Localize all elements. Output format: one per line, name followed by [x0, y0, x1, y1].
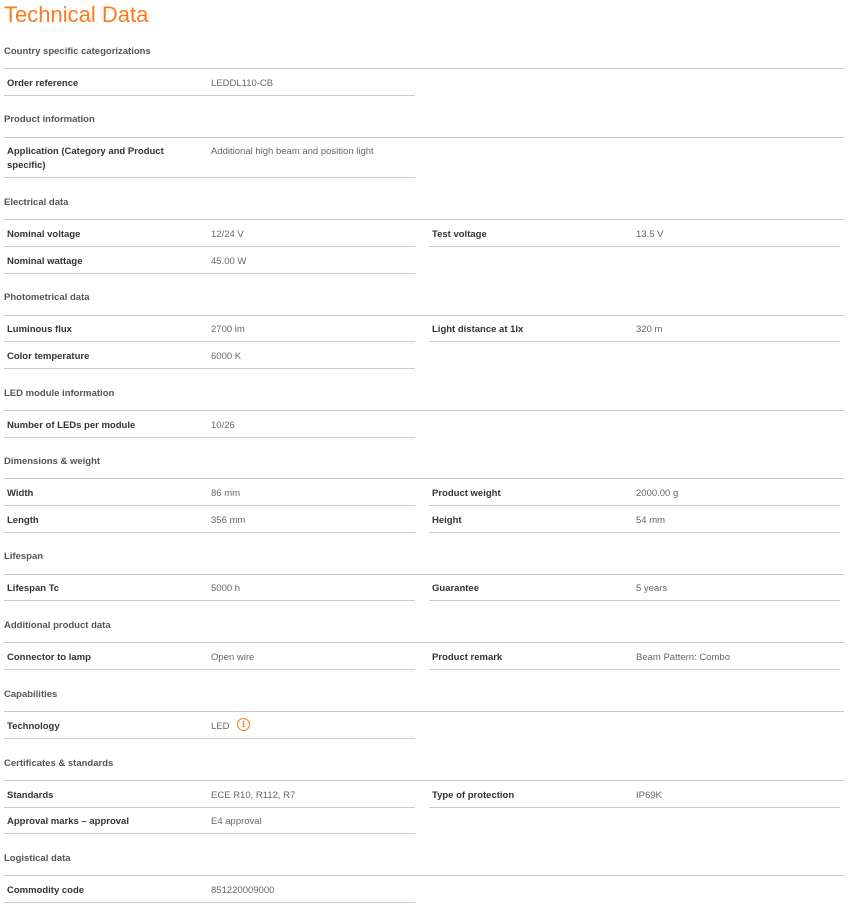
row-divider	[429, 807, 840, 808]
section-title-dimensions-weight: Dimensions & weight	[4, 456, 101, 467]
row-divider	[4, 437, 415, 438]
section-divider	[4, 711, 844, 712]
color-temperature-label: Color temperature	[7, 351, 90, 362]
row-divider	[4, 246, 415, 247]
product-weight-value: 2000.00 g	[636, 488, 679, 499]
commodity-code-label: Commodity code	[7, 885, 85, 896]
approval-marks-label: Approval marks – approval	[7, 816, 129, 827]
row-divider	[4, 341, 415, 342]
lifespan-tc-label: Lifespan Tc	[7, 583, 60, 594]
section-title-lifespan: Lifespan	[4, 551, 44, 562]
section-title-country: Country specific categorizations	[4, 46, 151, 57]
product-weight-label: Product weight	[432, 488, 501, 499]
nominal-wattage-value: 45.00 W	[211, 256, 247, 267]
leds-per-module-label: Number of LEDs per module	[7, 420, 136, 431]
section-title-additional-product-data: Additional product data	[4, 620, 111, 631]
commodity-code-value: 851220009000	[211, 885, 275, 896]
info-icon[interactable]: i	[237, 718, 250, 731]
section-divider	[4, 68, 844, 69]
product-remark-label: Product remark	[432, 652, 503, 663]
row-divider	[429, 505, 840, 506]
technology-label: Technology	[7, 721, 60, 732]
section-title-led-module: LED module information	[4, 388, 115, 399]
section-divider	[4, 642, 844, 643]
length-label: Length	[7, 515, 39, 526]
row-divider	[4, 95, 415, 96]
luminous-flux-value: 2700 lm	[211, 324, 245, 335]
section-divider	[4, 875, 844, 876]
section-title-capabilities: Capabilities	[4, 689, 58, 700]
section-title-electrical-data: Electrical data	[4, 197, 69, 208]
row-divider	[4, 368, 415, 369]
row-divider	[4, 532, 415, 533]
section-title-certificates-standards: Certificates & standards	[4, 758, 114, 769]
luminous-flux-label: Luminous flux	[7, 324, 72, 335]
technology-value: LED	[211, 721, 230, 732]
section-title-photometrical-data: Photometrical data	[4, 292, 90, 303]
order-reference-label: Order reference	[7, 78, 79, 89]
nominal-voltage-value: 12/24 V	[211, 229, 244, 240]
row-divider	[4, 833, 415, 834]
guarantee-value: 5 years	[636, 583, 668, 594]
leds-per-module-value: 10/26	[211, 420, 235, 431]
width-value: 86 mm	[211, 488, 241, 499]
section-divider	[4, 219, 844, 220]
height-label: Height	[432, 515, 462, 526]
connector-value: Open wire	[211, 652, 255, 663]
nominal-voltage-label: Nominal voltage	[7, 229, 81, 240]
section-title-logistical-data: Logistical data	[4, 853, 71, 864]
width-label: Width	[7, 488, 34, 499]
row-divider	[429, 246, 840, 247]
protection-type-value: IP69K	[636, 790, 662, 801]
guarantee-label: Guarantee	[432, 583, 479, 594]
section-divider	[4, 478, 844, 479]
lifespan-tc-value: 5000 h	[211, 583, 241, 594]
row-divider	[4, 273, 415, 274]
row-divider	[4, 807, 415, 808]
application-label: Application (Category and Product specific)	[7, 146, 164, 171]
section-divider	[4, 315, 844, 316]
row-divider	[429, 600, 840, 601]
section-divider	[4, 780, 844, 781]
row-divider	[4, 902, 415, 903]
section-divider	[4, 574, 844, 575]
light-distance-label: Light distance at 1lx	[432, 324, 524, 335]
connector-label: Connector to lamp	[7, 652, 91, 663]
color-temperature-value: 6000 K	[211, 351, 242, 362]
test-voltage-value: 13.5 V	[636, 229, 664, 240]
row-divider	[4, 177, 415, 178]
section-title-product-information: Product information	[4, 114, 95, 125]
section-divider	[4, 410, 844, 411]
approval-marks-value: E4 approval	[211, 816, 262, 827]
light-distance-value: 320 m	[636, 324, 663, 335]
row-divider	[429, 669, 840, 670]
page-title: Technical Data	[4, 2, 149, 27]
row-divider	[4, 600, 415, 601]
row-divider	[429, 341, 840, 342]
row-divider	[429, 532, 840, 533]
standards-label: Standards	[7, 790, 54, 801]
application-value: Additional high beam and position light	[211, 146, 374, 157]
nominal-wattage-label: Nominal wattage	[7, 256, 83, 267]
height-value: 54 mm	[636, 515, 666, 526]
row-divider	[4, 505, 415, 506]
product-remark-value: Beam Pattern: Combo	[636, 652, 730, 663]
test-voltage-label: Test voltage	[432, 229, 487, 240]
standards-value: ECE R10, R112, R7	[211, 790, 296, 801]
protection-type-label: Type of protection	[432, 790, 515, 801]
length-value: 356 mm	[211, 515, 246, 526]
row-divider	[4, 738, 415, 739]
row-divider	[4, 669, 415, 670]
order-reference-value: LEDDL110-CB	[211, 78, 274, 89]
section-divider	[4, 137, 844, 138]
